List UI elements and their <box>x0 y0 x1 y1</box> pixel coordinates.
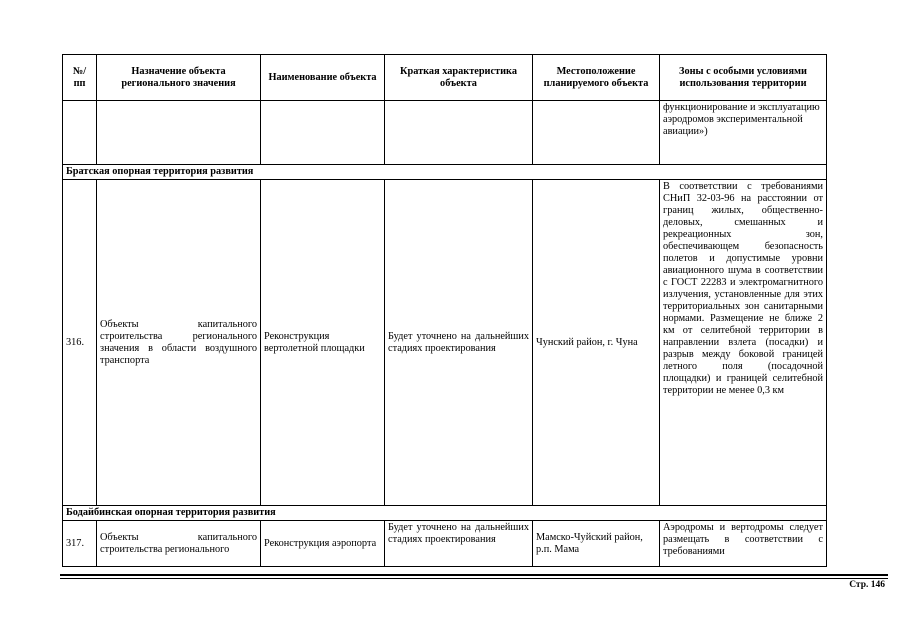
header-characteristic: Краткая характеристика объекта <box>385 55 533 101</box>
footer-rule-thin <box>60 578 888 579</box>
cell-empty <box>533 101 660 165</box>
cell-empty <box>261 101 385 165</box>
section-row-bodaibo <box>63 506 827 521</box>
table-row-316 <box>63 180 827 506</box>
footer-rule <box>60 574 888 576</box>
section-title-bodaibo: Бодайбинская опорная территория развития <box>63 506 827 521</box>
header-location: Местоположение планируемого объекта <box>533 55 660 101</box>
cell-location: Чунский район, г. Чуна <box>533 180 660 506</box>
header-number: №/ пп <box>63 55 97 101</box>
cell-characteristic: Будет уточнено на дальнейших стадиях проектирования <box>385 180 533 506</box>
header-zones: Зоны с особыми условиями использования территории <box>660 55 827 101</box>
table-row-continuation <box>63 101 827 165</box>
cell-empty <box>63 101 97 165</box>
cell-purpose: Объекты капитального строительства регионального <box>97 521 261 567</box>
cell-location: Мамско-Чуйский район, р.п. Мама <box>533 521 660 567</box>
cell-object-name: Реконструкция вертолетной площадки <box>261 180 385 506</box>
cell-row-number: 316. <box>63 180 97 506</box>
table-row-317 <box>63 521 827 567</box>
cell-zones: В соответствии с требованиями СНиП 32-03-96 на расстоянии от границ жилых, общественно-деловых, смешанных и рекреационных зон, обеспечивающем безопасность полетов и допустимые уровни авиационного шума в соответствии с ГОСТ 22283 и электромагнитного излучения, установленные для этих территориальных зон санитарными нормами. Размещение не ближе 2 км от селитебной территории в направлении взлета (посадки) и разрыв между боковой границей летного поля (посадочной площадки) и границей селитебной территории не менее 0,3 км <box>660 180 827 506</box>
section-title-bratsk: Братская опорная территория развития <box>63 165 827 180</box>
header-name: Наименование объекта <box>261 55 385 101</box>
cell-zones-continuation: функционирование и эксплуатацию аэродромов экспериментальной авиации») <box>660 101 827 165</box>
cell-purpose: Объекты капитального строительства регионального значения в области воздушного транспорта <box>97 180 261 506</box>
cell-empty <box>385 101 533 165</box>
section-row-bratsk <box>63 165 827 180</box>
cell-characteristic: Будет уточнено на дальнейших стадиях проектирования <box>385 521 533 567</box>
regional-objects-table <box>62 54 827 567</box>
cell-row-number: 317. <box>63 521 97 567</box>
table-header-row <box>63 55 827 101</box>
cell-zones: Аэродромы и вертодромы следует размещать в соответствии с требованиями <box>660 521 827 567</box>
cell-object-name: Реконструкция аэропорта <box>261 521 385 567</box>
header-purpose: Назначение объекта регионального значения <box>97 55 261 101</box>
page-number: Стр. 146 <box>849 580 885 590</box>
cell-empty <box>97 101 261 165</box>
